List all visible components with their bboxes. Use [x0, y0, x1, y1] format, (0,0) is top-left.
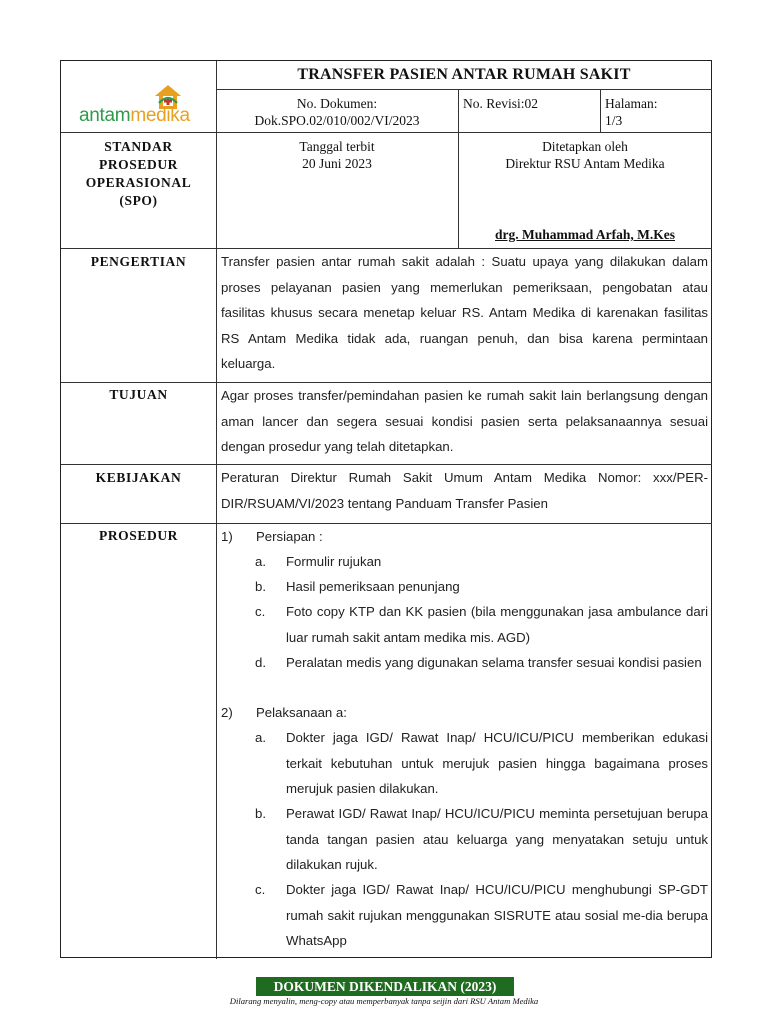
revision-number: No. Revisi:02 — [463, 96, 539, 111]
kebijakan-text: Peraturan Direktur Rumah Sakit Umum Antam Medika Nomor: xxx/PER-DIR/RSUAM/VI/2023 tentang Panduam Transfer Pasien — [221, 470, 708, 511]
logo-text-antam: antam — [79, 105, 131, 126]
tujuan-text: Agar proses transfer/pemindahan pasien ke rumah sakit lain berlangsung dengan aman lancer dan segera sesuai kondisi pasien serta pelaksanaannya sesuai dengan prosedur yang telah ditetapkan. — [221, 388, 708, 454]
document-number-value: Dok.SPO.02/010/002/VI/2023 — [254, 113, 420, 128]
tujuan-label: TUJUAN — [109, 387, 168, 402]
pengertian-label: PENGERTIAN — [90, 254, 187, 269]
controlled-document-badge: DOKUMEN DIKENDALIKAN (2023) — [256, 977, 514, 996]
logo-wordmark — [79, 105, 190, 127]
approval-block — [458, 138, 712, 172]
approver-title: Direktur RSU Antam Medika — [505, 156, 665, 171]
copy-restriction-note: Dilarang menyalin, meng-copy atau memperbanyak tanpa seijin dari RSU Antam Medika — [229, 996, 539, 1006]
document-title: TRANSFER PASIEN ANTAR RUMAH SAKIT — [297, 66, 631, 83]
item-marker: c. — [255, 604, 266, 619]
item-text: Dokter jaga IGD/ Rawat Inap/ HCU/ICU/PICU memberikan edukasi terkait kebutuhan untuk merujuk pasien hingga bagaimana proses merujuk pasien dilakukan. — [286, 730, 708, 796]
item-text: Peralatan medis yang digunakan selama transfer sesuai kondisi pasien — [286, 655, 702, 670]
item-marker: d. — [255, 655, 266, 670]
step-title: Persiapan : — [256, 529, 323, 544]
issue-date-value: 20 Juni 2023 — [302, 156, 372, 171]
item-text: Foto copy KTP dan KK pasien (bila menggunakan jasa ambulance dari luar rumah sakit antam medika mis. AGD) — [286, 604, 708, 645]
approval-label: Ditetapkan oleh — [542, 139, 628, 154]
document-number-block — [216, 95, 458, 129]
column-divider — [216, 61, 217, 959]
row-divider — [61, 523, 712, 524]
logo-text-medika: medika — [130, 105, 190, 126]
item-text: Hasil pemeriksaan penunjang — [286, 579, 460, 594]
hospital-logo — [61, 61, 216, 132]
spo-document — [60, 60, 712, 958]
item-marker: b. — [255, 806, 266, 821]
page-label: Halaman: — [605, 96, 658, 111]
signatory-name: drg. Muhammad Arfah, M.Kes — [495, 227, 675, 242]
step-number: 1) — [221, 529, 233, 544]
issue-date-label: Tanggal terbit — [299, 139, 375, 154]
document-number-label: No. Dokumen: — [296, 96, 378, 111]
item-text: Perawat IGD/ Rawat Inap/ HCU/ICU/PICU meminta persetujuan berupa tanda tangan pasien atau keluarga yang menyatakan setuju untuk dilakukan rujuk. — [286, 806, 708, 872]
issue-date-block — [216, 138, 458, 172]
page-value: 1/3 — [605, 113, 623, 128]
prosedur-label: PROSEDUR — [98, 528, 179, 543]
item-marker: a. — [255, 554, 266, 569]
item-marker: b. — [255, 579, 266, 594]
item-text: Formulir rujukan — [286, 554, 382, 569]
row-divider — [216, 89, 712, 90]
item-marker: c. — [255, 882, 266, 897]
item-text: Dokter jaga IGD/ Rawat Inap/ HCU/ICU/PICU menghubungi SP-GDT rumah sakit rujukan menggunakan SISRUTE atau sosial me-dia berupa WhatsApp — [286, 882, 708, 948]
row-divider — [61, 132, 712, 133]
step-number: 2) — [221, 705, 233, 720]
step-title: Pelaksanaan a: — [256, 705, 347, 720]
column-divider — [600, 89, 601, 132]
kebijakan-label: KEBIJAKAN — [95, 470, 182, 485]
item-marker: a. — [255, 730, 266, 745]
spo-label: STANDAR PROSEDUR OPERASIONAL (SPO) — [85, 139, 192, 208]
pengertian-text: Transfer pasien antar rumah sakit adalah : Suatu upaya yang dilakukan dalam proses pelayanan pasien yang memerlukan pemeriksaan, pengobatan atau fasilitas khusus secara menetap keluar RS. Antam Medika di karenakan fasilitas RS Antam Medika tidak ada, ruangan penuh, dan bisa karena permintaan keluarga. — [221, 254, 708, 371]
page-number-block — [605, 95, 710, 129]
